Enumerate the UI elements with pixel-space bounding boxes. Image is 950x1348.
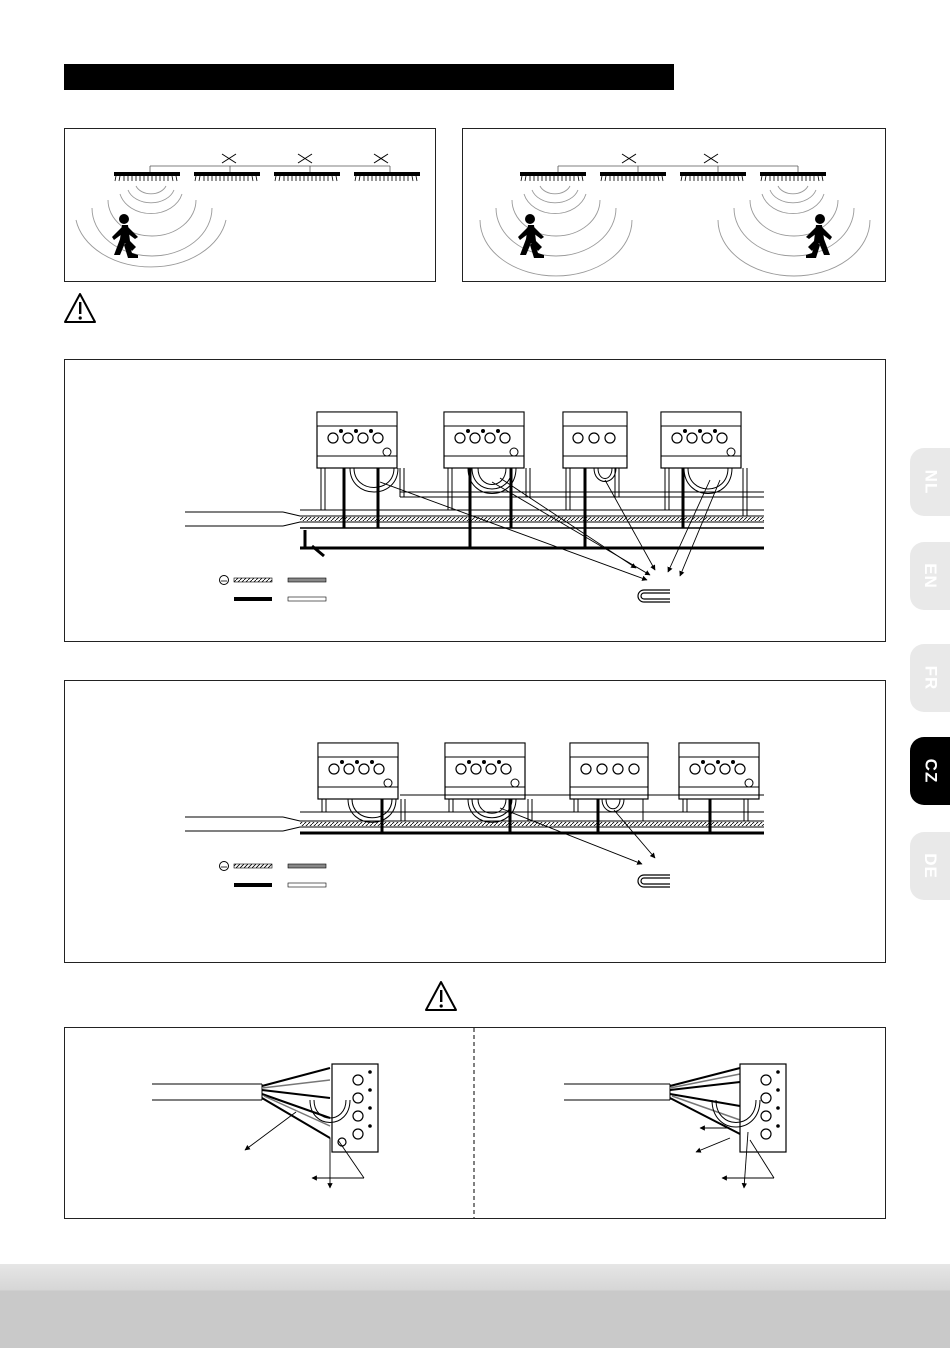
language-tab-de[interactable]: DE [910,832,950,900]
page-footer-band [0,1264,950,1348]
language-tab-nl[interactable]: NL [910,448,950,516]
language-tab-en[interactable]: EN [910,542,950,610]
wiring-diagram-1-drawing [185,412,764,602]
wire-legend [220,576,327,602]
jumper-bridge-icon [638,875,670,887]
sensor-scenario-1-drawing [76,154,420,267]
warning-triangle-icon [65,294,95,322]
language-tab-cz[interactable]: CZ [910,737,950,805]
connector-detail-right [564,1064,786,1188]
jumper-bridge-icon [638,590,670,602]
wire-legend-2 [220,862,327,888]
language-tab-fr[interactable]: FR [910,644,950,712]
sensor-scenario-2-drawing [480,154,870,276]
connector-detail-left [152,1064,378,1188]
warning-triangle-icon [426,982,456,1010]
wiring-diagram-2-drawing [185,743,764,887]
